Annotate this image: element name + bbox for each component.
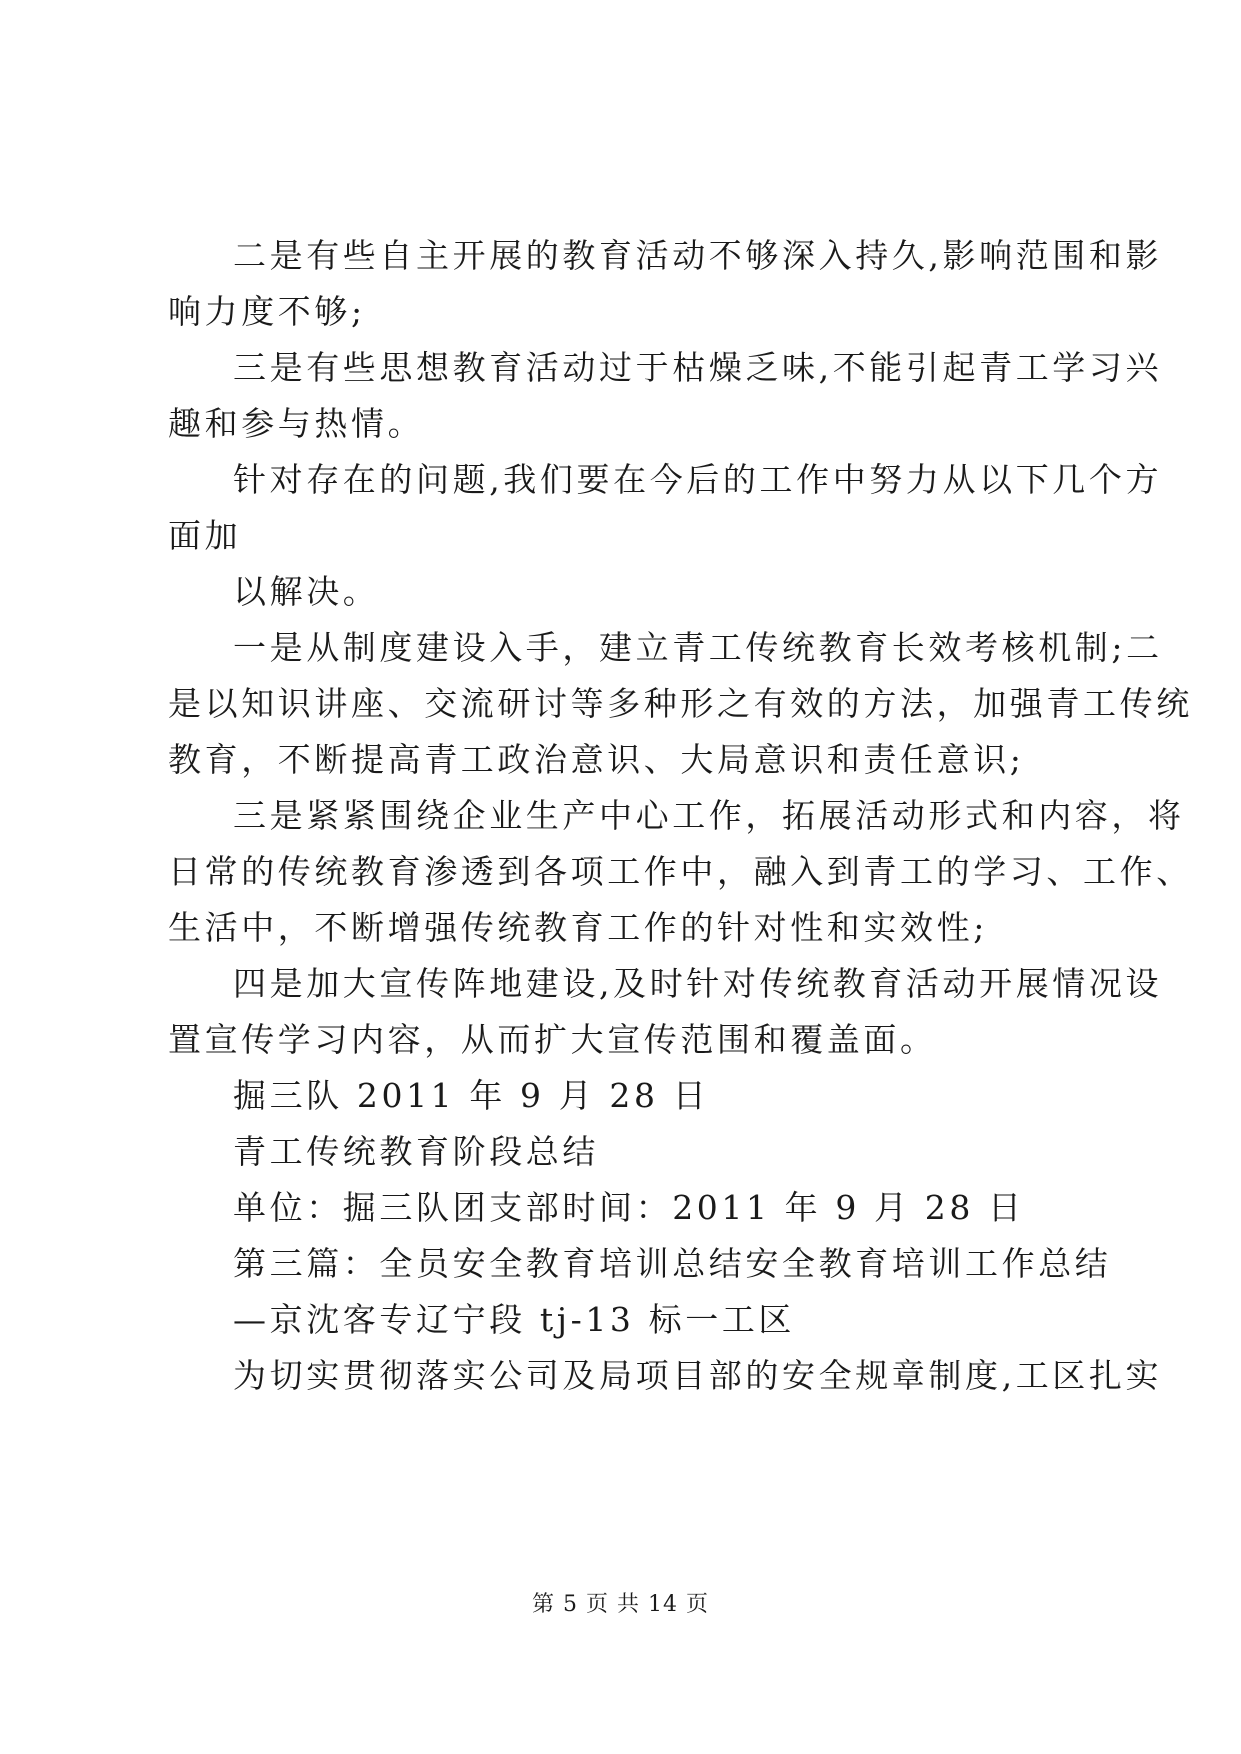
chapter-heading: 第三篇：全员安全教育培训总结安全教育培训工作总结	[233, 1244, 1112, 1283]
chapter-subheading: —京沈客专辽宁段 tj-13 标一工区	[233, 1300, 796, 1339]
paragraph-line: 四是加大宣传阵地建设,及时针对传统教育活动开展情况设	[233, 964, 1163, 1003]
page-footer: 第 5 页 共 14 页	[532, 1592, 709, 1617]
paragraph-line: 生活中，不断增强传统教育工作的针对性和实效性;	[168, 908, 988, 947]
unit-time-line: 单位：掘三队团支部时间：2011 年 9 月 28 日	[233, 1188, 1025, 1227]
paragraph-line: 针对存在的问题,我们要在今后的工作中努力从以下几个方	[233, 460, 1163, 499]
paragraph-line: 日常的传统教育渗透到各项工作中，融入到青工的学习、工作、	[168, 852, 1193, 891]
paragraph-line: 三是有些思想教育活动过于枯燥乏味,不能引起青工学习兴	[233, 348, 1163, 387]
paragraph-line: 趣和参与热情。	[168, 404, 425, 443]
paragraph-line: 为切实贯彻落实公司及局项目部的安全规章制度,工区扎实	[233, 1356, 1163, 1395]
signature-line: 掘三队 2011 年 9 月 28 日	[233, 1076, 710, 1115]
paragraph-line: 以解决。	[233, 572, 380, 611]
paragraph-line: 面加	[168, 516, 242, 555]
paragraph-line: 二是有些自主开展的教育活动不够深入持久,影响范围和影	[233, 236, 1163, 275]
section-title: 青工传统教育阶段总结	[233, 1132, 599, 1171]
paragraph-line: 响力度不够;	[168, 292, 366, 331]
paragraph-line: 一是从制度建设入手，建立青工传统教育长效考核机制;二	[233, 628, 1163, 667]
paragraph-line: 教育，不断提高青工政治意识、大局意识和责任意识;	[168, 740, 1025, 779]
paragraph-line: 三是紧紧围绕企业生产中心工作，拓展活动形式和内容，将	[233, 796, 1185, 835]
paragraph-line: 置宣传学习内容，从而扩大宣传范围和覆盖面。	[168, 1020, 937, 1059]
paragraph-line: 是以知识讲座、交流研讨等多种形之有效的方法，加强青工传统	[168, 684, 1193, 723]
